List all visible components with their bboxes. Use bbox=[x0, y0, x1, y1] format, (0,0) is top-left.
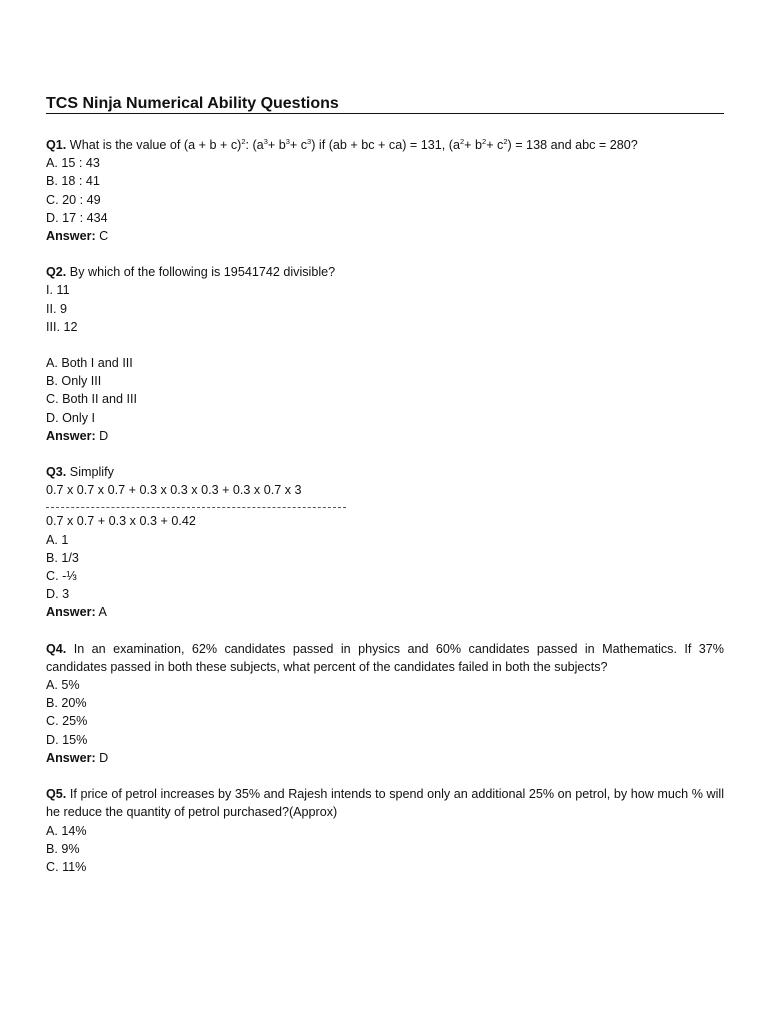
statement-1: I. 11 bbox=[46, 283, 70, 298]
question-2-text bbox=[46, 263, 724, 281]
option-c: C. 11% bbox=[46, 859, 87, 874]
q1-exponent: 3 bbox=[263, 136, 268, 146]
spacer bbox=[46, 336, 724, 354]
q1-text-part: + c bbox=[486, 138, 504, 152]
option-c: C. 20 : 49 bbox=[46, 192, 101, 207]
question-text: Simplify bbox=[66, 465, 114, 480]
title-underline bbox=[46, 113, 724, 114]
statement-3: III. 12 bbox=[46, 319, 78, 334]
q1-text-part: + c bbox=[289, 138, 308, 152]
option-a: A. 5% bbox=[46, 678, 80, 693]
answer-line bbox=[46, 603, 724, 621]
question-2 bbox=[46, 263, 724, 445]
q1-exponent: 2 bbox=[241, 136, 246, 146]
q1-text-part: ) if (ab + bc + ca) = 131, (a bbox=[311, 138, 460, 152]
document-page bbox=[46, 94, 728, 894]
option-d: D. 15% bbox=[46, 732, 88, 747]
option-a: A. 15 : 43 bbox=[46, 156, 100, 171]
answer-value: D bbox=[95, 750, 109, 765]
title-block bbox=[46, 94, 724, 118]
q1-exponent: 3 bbox=[285, 136, 290, 146]
question-4 bbox=[46, 640, 728, 767]
question-2-number: Q2. bbox=[46, 265, 67, 280]
statement-2: II. 9 bbox=[46, 301, 67, 316]
q1-text-part: + b bbox=[267, 138, 286, 152]
answer-line bbox=[46, 227, 724, 245]
question-text: In an examination, 62% candidates passed in physics and 60% candidates passed in Mathematics. If 37% candidates passed in both these subjects, what percent of the candidates failed in both the subjects? bbox=[46, 641, 728, 674]
option-b: B. 18 : 41 bbox=[46, 174, 100, 189]
answer-label: Answer: bbox=[46, 229, 96, 244]
q1-exponent: 2 bbox=[482, 136, 487, 146]
option-b: B. 1/3 bbox=[46, 550, 79, 565]
answer-value: C bbox=[95, 229, 109, 244]
question-5 bbox=[46, 785, 728, 876]
fraction-denominator: 0.7 x 0.7 + 0.3 x 0.3 + 0.42 bbox=[46, 514, 196, 529]
answer-label: Answer: bbox=[46, 428, 96, 443]
q1-exponent: 3 bbox=[307, 136, 312, 146]
option-b: B. 9% bbox=[46, 841, 80, 856]
option-a: A. Both I and III bbox=[46, 356, 133, 371]
question-1 bbox=[46, 136, 724, 245]
option-b: B. Only III bbox=[46, 374, 102, 389]
question-text: If price of petrol increases by 35% and Rajesh intends to spend only an additional 25% on petrol, by how much % will he reduce the quantity of petrol purchased?(Approx) bbox=[46, 787, 728, 820]
question-4-number: Q4. bbox=[46, 641, 67, 656]
answer-label: Answer: bbox=[46, 750, 96, 765]
question-3-number: Q3. bbox=[46, 465, 67, 480]
question-1-text bbox=[46, 136, 724, 154]
question-5-text bbox=[46, 785, 728, 821]
answer-value: D bbox=[95, 428, 109, 443]
question-1-number: Q1. bbox=[46, 138, 67, 152]
question-3-text bbox=[46, 463, 724, 481]
option-a: A. 14% bbox=[46, 823, 87, 838]
question-5-number: Q5. bbox=[46, 787, 67, 802]
q1-exponent: 2 bbox=[503, 136, 508, 146]
question-text: By which of the following is 19541742 divisible? bbox=[66, 265, 336, 280]
option-d: D. 3 bbox=[46, 587, 70, 602]
answer-line bbox=[46, 427, 724, 445]
question-3 bbox=[46, 463, 724, 622]
q1-text-part: What is the value of (a + b + c) bbox=[66, 138, 242, 152]
page-title: TCS Ninja Numerical Ability Questions bbox=[46, 95, 339, 112]
q1-exponent: 2 bbox=[459, 136, 465, 146]
option-c: C. -⅓ bbox=[46, 569, 77, 584]
q1-text-part: : (a bbox=[245, 138, 264, 152]
option-d: D. Only I bbox=[46, 410, 95, 425]
option-a: A. 1 bbox=[46, 532, 69, 547]
fraction-bar bbox=[46, 507, 346, 508]
option-b: B. 20% bbox=[46, 696, 87, 711]
q1-text-part: ) = 138 and abc = 280? bbox=[507, 138, 638, 152]
answer-label: Answer: bbox=[46, 605, 96, 620]
fraction-numerator: 0.7 x 0.7 x 0.7 + 0.3 x 0.3 x 0.3 + 0.3 x 0.7 x 3 bbox=[46, 483, 302, 498]
option-c: C. Both II and III bbox=[46, 392, 138, 407]
question-4-text bbox=[46, 640, 728, 676]
option-c: C. 25% bbox=[46, 714, 88, 729]
q1-text-part: + b bbox=[464, 138, 483, 152]
option-d: D. 17 : 434 bbox=[46, 210, 108, 225]
answer-line bbox=[46, 749, 724, 767]
answer-value: A bbox=[95, 605, 107, 620]
